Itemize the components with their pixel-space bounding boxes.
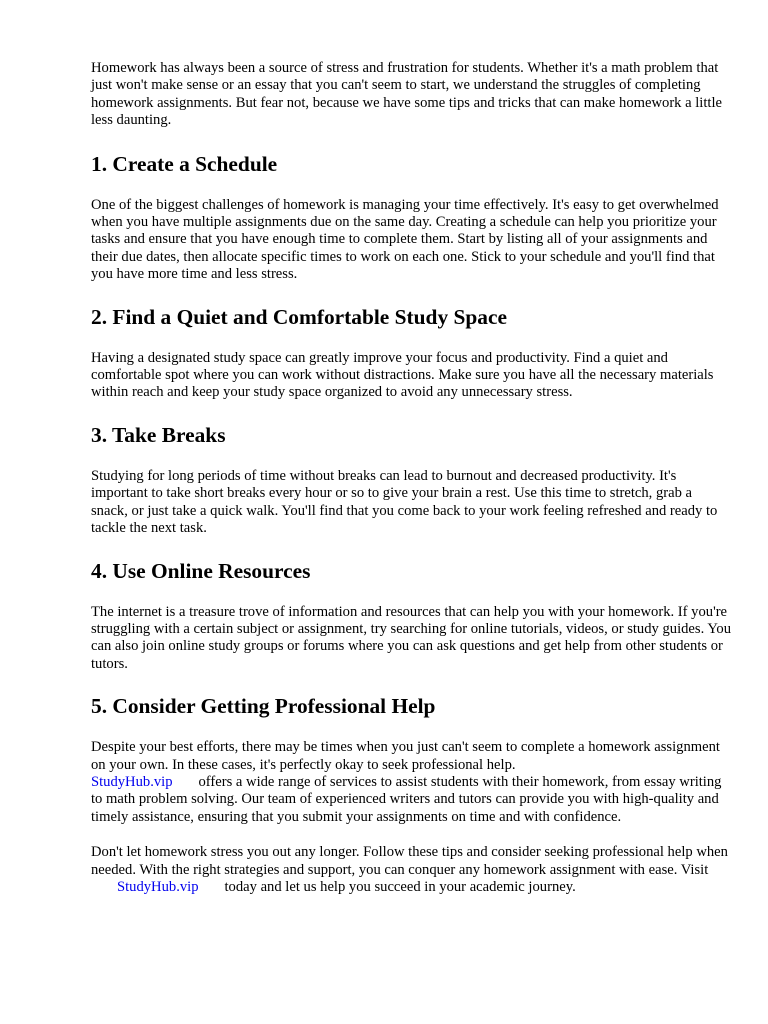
- paragraph-professional-help: [91, 739, 731, 826]
- heading-study-space: 2. Find a Quiet and Comfortable Study Space: [91, 304, 507, 329]
- professional-help-text-after: offers a wide range of services to assist students with their homework, from essay writing to math problem solving. Our team of experienced writers and tutors can provide you with high-quality and timely assistance, ensuring that you submit your assignments on time and with confidence.: [91, 773, 722, 825]
- closing-text-before: Don't let homework stress you out any longer. Follow these tips and consider seeking professional help when needed. With the right strategies and support, you can conquer any homework assignment with ease. Visit: [91, 844, 728, 878]
- document-page: [91, 60, 731, 896]
- heading-professional-help: 5. Consider Getting Professional Help: [91, 694, 436, 719]
- heading-online-resources: 4. Use Online Resources: [91, 558, 311, 583]
- heading-create-schedule: 1. Create a Schedule: [91, 151, 278, 176]
- heading-take-breaks: 3. Take Breaks: [91, 422, 226, 447]
- professional-help-text-before: Despite your best efforts, there may be times when you just can't seem to complete a homework assignment on your own. In these cases, it's perfectly okay to seek professional help.: [91, 739, 720, 773]
- paragraph-online-resources: The internet is a treasure trove of information and resources that can help you with your homework. If you're struggling with a certain subject or assignment, try searching for online tutorials, videos, or study guides. You can also join online study groups or forums where you can ask questions and get help from other students or tutors.: [91, 603, 732, 672]
- studyhub-link[interactable]: StudyHub.vip: [91, 773, 173, 790]
- paragraph-create-schedule: One of the biggest challenges of homework is managing your time effectively. It's easy to get overwhelmed when you have multiple assignments due on the same day. Creating a schedule can help you prioritize your tasks and ensure that you have enough time to complete them. Start by listing all of your assignments and their due dates, then allocate specific times to work on each one. Stick to your schedule and you'll find that you have more time and less stress.: [91, 196, 719, 283]
- paragraph-take-breaks: Studying for long periods of time without breaks can lead to burnout and decreased productivity. It's important to take short breaks every hour or so to give your brain a rest. Use this time to stretch, grab a snack, or just take a quick walk. You'll find that you come back to your work feeling refreshed and ready to tackle the next task.: [91, 467, 718, 537]
- paragraph-study-space: Having a designated study space can greatly improve your focus and productivity. Find a quiet and comfortable spot where you can work without distractions. Make sure you have all the necessary materials within reach and keep your study space organized to avoid any unnecessary stress.: [91, 349, 714, 401]
- closing-text-after: today and let us help you succeed in your academic journey.: [224, 878, 576, 895]
- intro-paragraph: Homework has always been a source of stress and frustration for students. Whether it's a math problem that just won't make sense or an essay that you can't seem to start, we understand the struggles of completing homework assignments. But fear not, because we have some tips and tricks that can make homework a little less daunting.: [91, 60, 723, 129]
- closing-paragraph: [91, 844, 731, 896]
- studyhub-visit-link[interactable]: StudyHub.vip: [117, 878, 199, 895]
